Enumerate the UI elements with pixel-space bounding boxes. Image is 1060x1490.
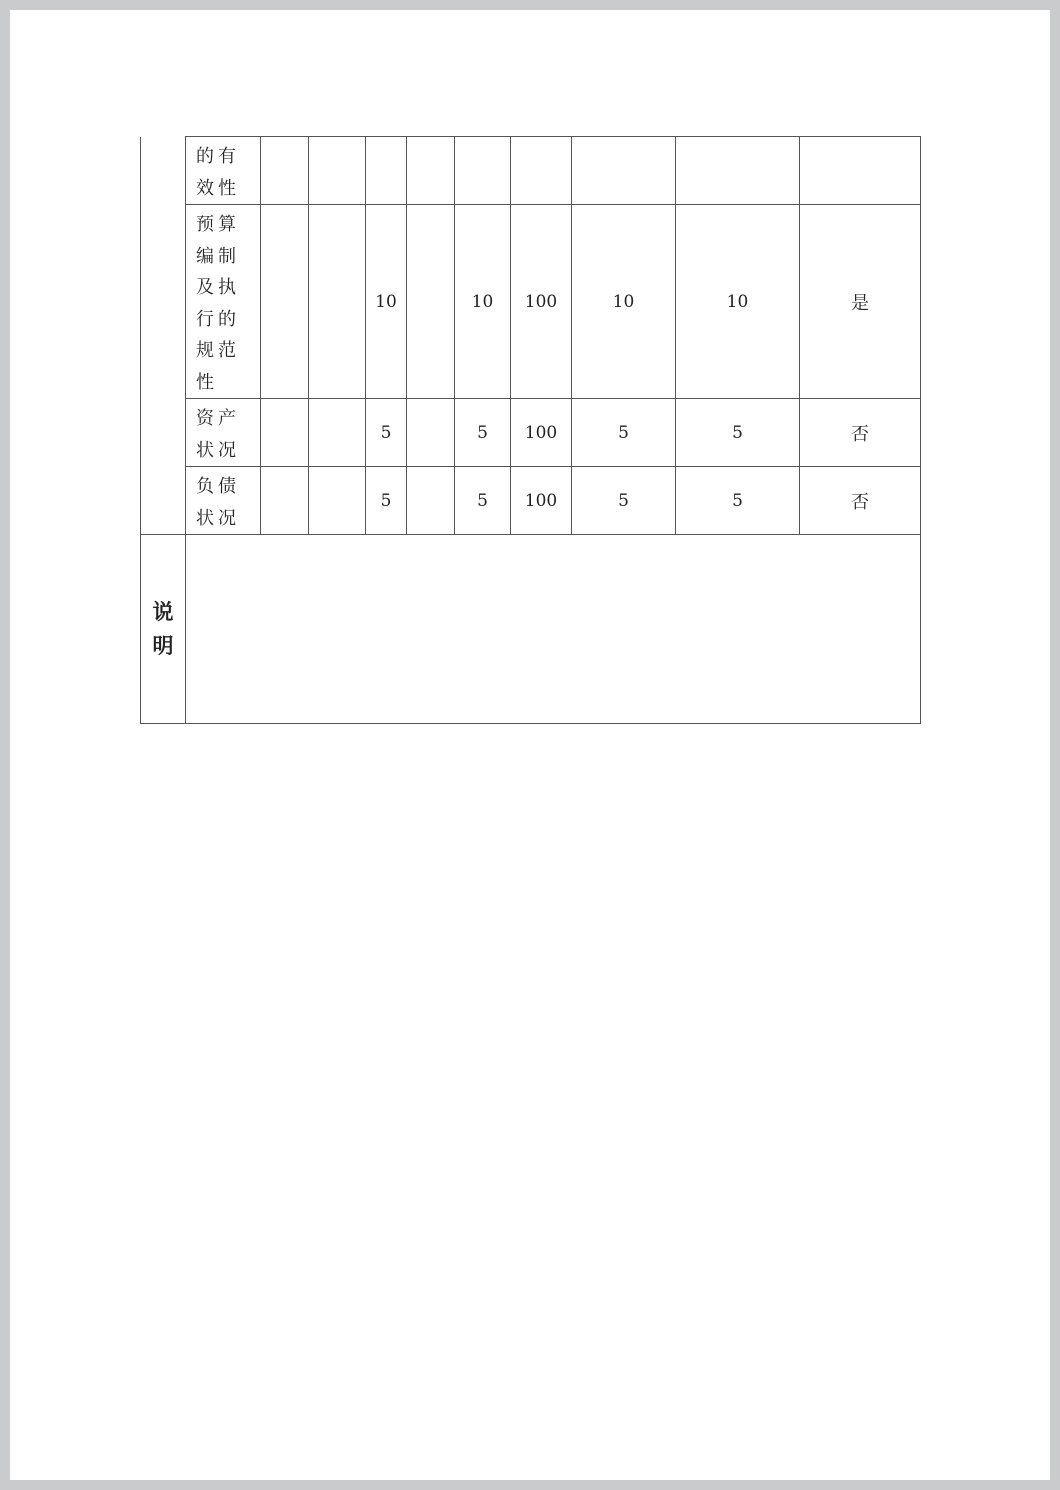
table-cell: 5 [572, 399, 676, 467]
document-page [10, 10, 1050, 1480]
table-cell: 5 [676, 467, 800, 535]
table-cell: 100 [511, 399, 572, 467]
table-row [141, 137, 921, 205]
table-cell [309, 205, 366, 399]
indicator-label: 资产状况 [186, 399, 261, 467]
table-cell [407, 399, 455, 467]
table-cell: 100 [511, 205, 572, 399]
evaluation-table [140, 136, 921, 724]
table-cell: 5 [366, 399, 407, 467]
note-heading-char: 明 [152, 634, 174, 658]
table-row [141, 399, 921, 467]
table-cell [455, 137, 511, 205]
table-row [141, 205, 921, 399]
table-cell: 是 [800, 205, 921, 399]
note-content [186, 535, 921, 724]
merged-category-cell [141, 137, 186, 535]
table-cell [309, 467, 366, 535]
table-cell [676, 137, 800, 205]
table-cell: 5 [676, 399, 800, 467]
table-cell: 10 [572, 205, 676, 399]
table-cell: 5 [572, 467, 676, 535]
table-cell: 10 [455, 205, 511, 399]
table-cell [407, 137, 455, 205]
indicator-label: 预算编制及执行的规范性 [186, 205, 261, 399]
note-row [141, 535, 921, 724]
table-cell [261, 399, 309, 467]
table-cell [407, 205, 455, 399]
table-cell: 否 [800, 467, 921, 535]
note-heading-char: 说 [152, 600, 174, 624]
table-cell: 5 [455, 467, 511, 535]
table-cell: 5 [455, 399, 511, 467]
table-cell [261, 205, 309, 399]
table-cell [572, 137, 676, 205]
table-cell [511, 137, 572, 205]
table-cell [261, 137, 309, 205]
table-row [141, 467, 921, 535]
table-cell [261, 467, 309, 535]
table-cell [309, 137, 366, 205]
table-cell: 10 [366, 205, 407, 399]
indicator-label: 负债状况 [186, 467, 261, 535]
table-cell: 100 [511, 467, 572, 535]
table-cell [309, 399, 366, 467]
table-cell: 5 [366, 467, 407, 535]
table-cell [366, 137, 407, 205]
note-heading [141, 535, 186, 724]
table-cell [800, 137, 921, 205]
indicator-label: 的有效性 [186, 137, 261, 205]
table-cell: 10 [676, 205, 800, 399]
table-cell: 否 [800, 399, 921, 467]
table-cell [407, 467, 455, 535]
